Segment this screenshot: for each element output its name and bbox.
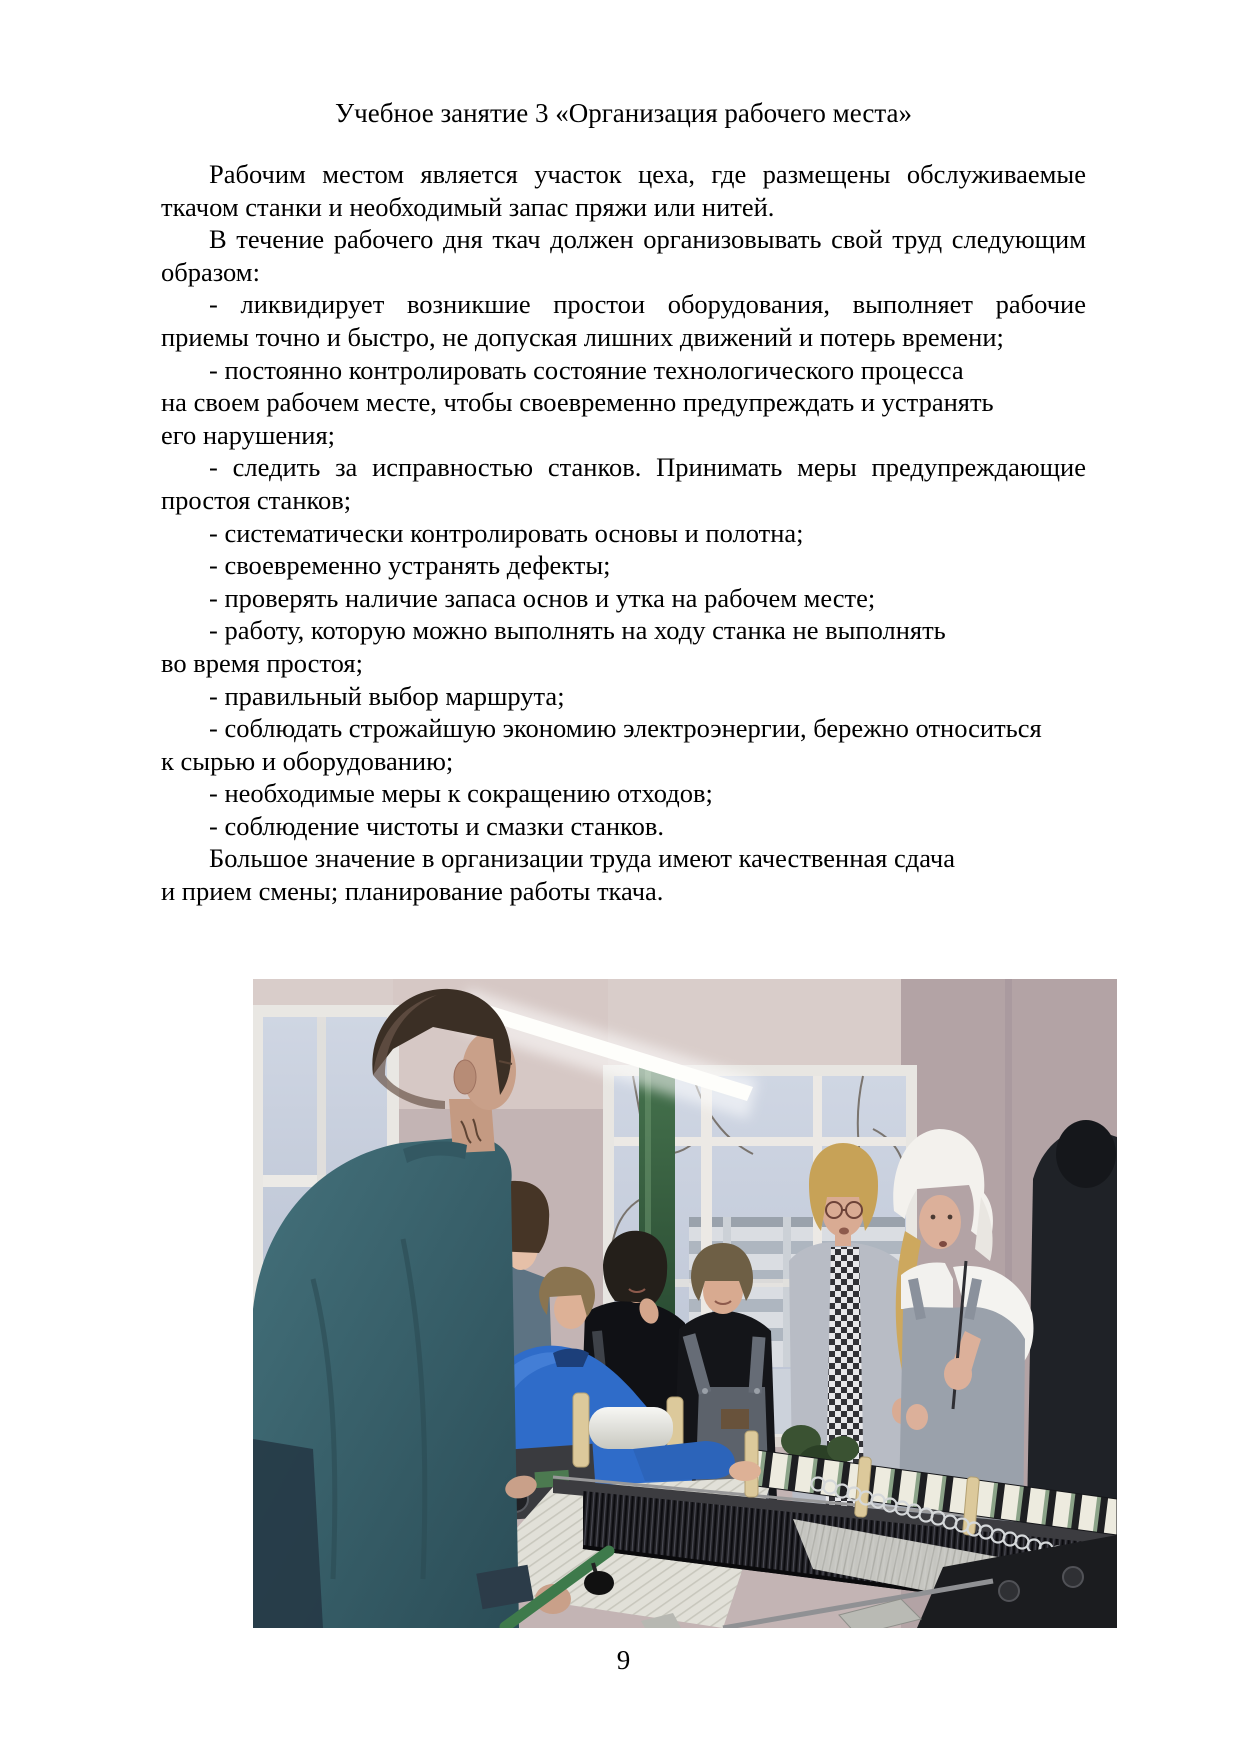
text-line: Большое значение в организации труда имеют качественная сдача: [209, 843, 955, 874]
text-line: - соблюдать строжайшую экономию электроэнергии, бережно относиться: [209, 713, 1042, 744]
text-line: - соблюдение чистоты и смазки станков.: [209, 810, 664, 841]
text-line: - правильный выбор маршрута;: [209, 680, 565, 711]
text-line: В течение рабочего дня ткач должен организовывать свой труд следующим: [209, 224, 1086, 255]
text-line: образом:: [161, 256, 260, 287]
text-line: во время простоя;: [161, 647, 363, 678]
text-line: - работу, которую можно выполнять на ходу станка не выполнять: [209, 615, 946, 646]
text-line: - проверять наличие запаса основ и утка на рабочем месте;: [209, 582, 876, 613]
text-line: приемы точно и быстро, не допуская лишних движений и потерь времени;: [161, 321, 1004, 352]
text-line: - необходимые меры к сокращению отходов;: [209, 778, 713, 809]
text-line: - своевременно устранять дефекты;: [209, 550, 611, 581]
text-line: - ликвидирует возникшие простои оборудования, выполняет рабочие: [209, 289, 1086, 320]
text-line: к сырью и оборудованию;: [161, 745, 454, 776]
text-line: - следить за исправностью станков. Принимать меры предупреждающие: [209, 452, 1086, 483]
text-block: [161, 158, 1086, 908]
text-line: - систематически контролировать основы и полотна;: [209, 517, 804, 548]
yarn-roller: [589, 1407, 673, 1449]
text-line: - постоянно контролировать состояние технологического процесса: [209, 354, 964, 385]
text-line: на своем рабочем месте, чтобы своевременно предупреждать и устранять: [161, 387, 994, 418]
workshop-photo-illustration: [253, 979, 1117, 1628]
workshop-photo: [253, 979, 1117, 1628]
text-line: Рабочим местом является участок цеха, где размещены обслуживаемые: [209, 159, 1086, 189]
lever-knob: [584, 1571, 614, 1595]
text-line: простоя станков;: [161, 484, 352, 515]
text-line: его нарушения;: [161, 419, 336, 450]
text-line: и прием смены; планирование работы ткача.: [161, 876, 664, 907]
text-line: ткачом станки и необходимый запас пряжи или нитей.: [161, 191, 775, 222]
page-title: Учебное занятие 3 «Организация рабочего места»: [335, 98, 912, 128]
page-number: 9: [616, 1645, 631, 1675]
